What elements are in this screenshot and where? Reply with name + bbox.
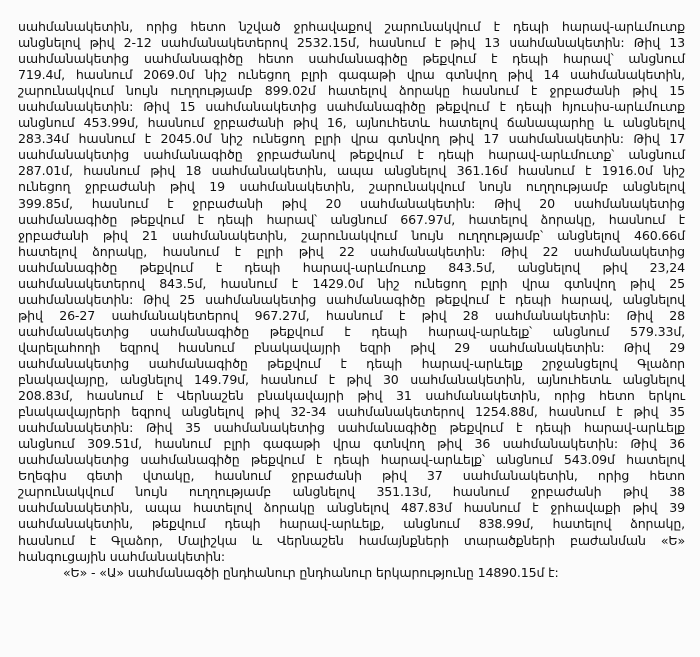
text-line: սահմանակետին, որից հետո նշված ջրհավաքով շարունակվում է դեպի հարավ-արևմուտք [18, 19, 685, 34]
text-line: 399.85մ, հասնում է ջրբաժանի թիվ 20 սահմանակետին: Թիվ 20 սահմանակետից [18, 195, 685, 211]
text-line: բնակավայրը, անցնելով 149.79մ, հասնում է թիվ 30 սահմանակետին, այնուհետև անցնելով [18, 372, 685, 388]
text-line: շարունակվում նույն ուղղությամբ անցնելով 351.13մ, հասնում ջրբաժանի թիվ 38 [18, 484, 685, 500]
text-line: հասնում է Գլաձոր, Մալիշկա և Վերնաշեն համայնքների տարածքների բաժանման «Ե» [18, 532, 685, 548]
text-line: 283.34մ հասնում է 2045.0մ նիշ ունեցող բլրի վրա գտնվող թիվ 17 սահմանակետին: Թիվ 17 [18, 131, 685, 147]
text-line: սահմանակետին, թեքվում դեպի հարավ-արևելք, անցնում 838.99մ, հատելով ձորակը, [18, 516, 685, 532]
text-line: անցնում 309.51մ, հասնում բլրի գագաթի վրա գտնվող թիվ 36 սահմանակետին: Թիվ 36 [18, 436, 685, 452]
text-line: հանգուցային սահմանակետին: [18, 548, 226, 564]
text-line: հատելով ձորակը, հասնում է բլրի թիվ 22 սահմանակետին: Թիվ 22 սահմանակետից [18, 243, 685, 259]
text-line: սահմանակետից սահմանագիծը թեքվում է դեպի հարավ-արևելք՝ անցնում 579.33մ, [18, 323, 685, 339]
text-line: սահմանակետից սահմանագիծը թեքվում է դեպի հարավ-արևելք՝ անցնում 543.09մ հատելով [18, 452, 685, 468]
text-line: սահմանակետից սահմանագիծը ջրբաժանով թեքվում է դեպի հարավ-արևմուտք՝ անցնում [18, 147, 685, 163]
text-line: 719.4մ, հասնում 2069.0մ նիշ ունեցող բլրի գագաթի վրա գտնվող թիվ 14 սահմանակետին, [18, 67, 685, 83]
text-line: ունեցող ջրբաժանի թիվ 19 սահմանակետին, շարունակվում նույն ուղղությամբ անցնելով [18, 179, 685, 195]
text-line: սահմանակետին: Թիվ 35 սահմանակետից սահմանագիծը թեքվում է դեպի հարավ-արևելք [18, 420, 685, 436]
summary-line: «Ե» - «Ա» սահմանագծի ընդհանուր ընդհանուր երկարությունը 14890.15մ է: [63, 564, 559, 580]
text-line: սահմանակետին: Թիվ 15 սահմանակետից սահմանագիծը թեքվում է դեպի հյուսիս-արևմուտք [18, 99, 685, 115]
text-line: սահմանագիծը թեքվում է դեպի հարավ-արևմուտք 843.5մ, անցնելով թիվ 23,24 [18, 259, 685, 275]
text-line: բնակավայրերի եզրով անցնելով թիվ 32-34 սահմանակետերով 1254.88մ, հասնում է թիվ 35 [18, 404, 685, 420]
text-line: 287.01մ, հասնում թիվ 18 սահմանակետին, ապա անցնելով 361.16մ հասնում է 1916.0մ նիշ [18, 163, 685, 179]
text-line: սահմանագիծը թեքվում է դեպի հարավ՝ անցնում 667.97մ, հատելով ձորակը, հասնում է [18, 211, 685, 227]
text-line: Եղեգիս գետի վտակը, հասնում ջրբաժանի թիվ 37 սահմանակետին, որից հետո [18, 468, 685, 484]
text-line: 208.83մ, հասնում է Վերնաշեն բնակավայրի թիվ 31 սահմանակետին, որից հետո երկու [18, 388, 685, 404]
text-line: վարելահողի եզրով հասնում բնակավայրի եզրի թիվ 29 սահմանակետին: Թիվ 29 [18, 339, 685, 355]
text-line: սահմանակետից սահմանագիծը հետո սահմանագիծը թեքվում է դեպի հարավ՝ անցնում [18, 51, 685, 67]
text-line: թիվ 26-27 սահմանակետերով 967.27մ, հասնում է թիվ 28 սահմանակետին: Թիվ 28 [18, 307, 685, 323]
document-page [18, 19, 685, 581]
text-line: շարունակվում նույն ուղղությամբ 899.02մ հատելով ձորակը հասնում է ջրբաժանի թիվ 15 [18, 83, 685, 99]
text-line: սահմանակետից սահմանագիծը թեքվում է դեպի հարավ-արևելք շրջանցելով Գլաձոր [18, 355, 685, 371]
text-line: սահմանակետերով 843.5մ, հասնում է 1429.0մ նիշ ունեցող բլրի վրա գտնվող թիվ 25 [18, 275, 685, 291]
text-line: ջրբաժանի թիվ 21 սահմանակետին, շարունակվում նույն ուղղությամբ՝ անցնելով 460.66մ [18, 227, 685, 243]
text-line: սահմանակետին: Թիվ 25 սահմանակետից սահմանագիծը թեքվում է դեպի հարավ, անցնելով [18, 291, 685, 307]
text-line: սահմանակետին, ապա հատելով ձորակը անցնելով 487.83մ հասնում է ջրհավաքի թիվ 39 [18, 500, 685, 516]
text-line: անցնելով թիվ 2-12 սահմանակետերով 2532.15մ, հասնում է թիվ 13 սահմանակետին: Թիվ 13 [18, 35, 685, 51]
text-line: անցնում 453.99մ, հասնում ջրբաժանի թիվ 16, այնուհետև հատելով ճանապարհը և անցնելով [18, 115, 685, 131]
